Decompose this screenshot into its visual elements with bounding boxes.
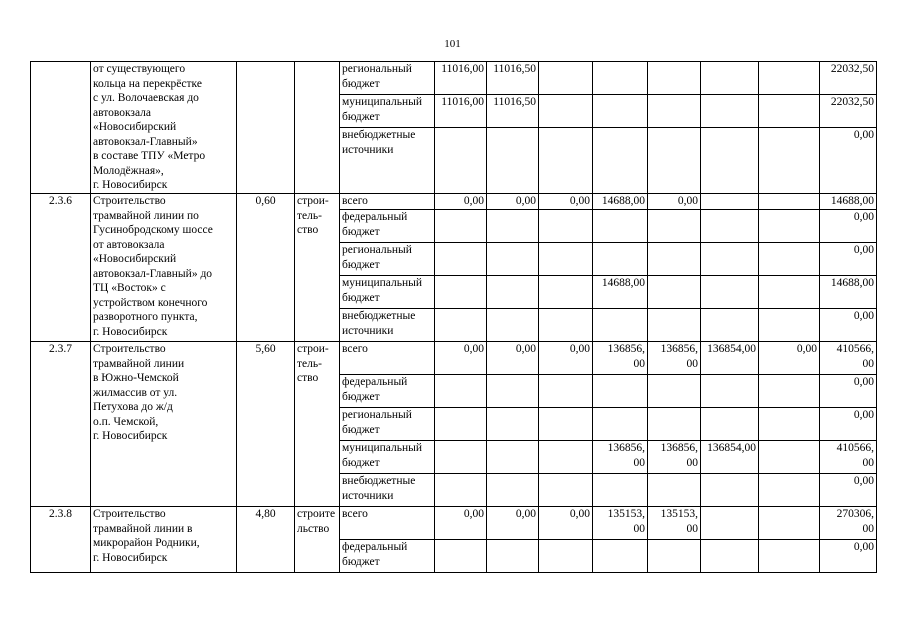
funding-source: всего — [340, 507, 435, 540]
value-year-6 — [701, 95, 759, 128]
value-year-6 — [701, 62, 759, 95]
value-year-6 — [701, 128, 759, 194]
value-total: 22032,50 — [820, 95, 877, 128]
value-year-2 — [487, 309, 539, 342]
value-year-4: 136856, 00 — [593, 342, 648, 375]
item-length: 5,60 — [237, 342, 295, 507]
funding-source: внебюджетные источники — [340, 474, 435, 507]
funding-source: региональный бюджет — [340, 243, 435, 276]
value-total: 0,00 — [820, 408, 877, 441]
value-year-5 — [648, 408, 701, 441]
item-name: Строительство трамвайной линии в микрорайон Родники, г. Новосибирск — [91, 507, 237, 573]
value-year-3 — [539, 95, 593, 128]
value-year-3: 0,00 — [539, 342, 593, 375]
funding-source: региональный бюджет — [340, 408, 435, 441]
value-total: 0,00 — [820, 210, 877, 243]
value-year-7 — [759, 128, 820, 194]
value-year-6: 136854,00 — [701, 441, 759, 474]
value-year-7: 0,00 — [759, 342, 820, 375]
value-year-4: 14688,00 — [593, 276, 648, 309]
value-total: 0,00 — [820, 540, 877, 573]
value-year-4: 136856, 00 — [593, 441, 648, 474]
value-year-2 — [487, 474, 539, 507]
item-name: Строительство трамвайной линии по Гусинобродскому шоссе от автовокзала «Новосибирский автовокзал-Главный» до ТЦ «Восток» с устройством конечного разворотного пункта, г. Новосибирск — [91, 194, 237, 342]
item-type — [295, 62, 340, 194]
funding-source: муниципальный бюджет — [340, 441, 435, 474]
value-year-5 — [648, 210, 701, 243]
value-year-4: 135153, 00 — [593, 507, 648, 540]
item-code — [31, 62, 91, 194]
value-year-4 — [593, 408, 648, 441]
value-year-4 — [593, 95, 648, 128]
value-year-6 — [701, 540, 759, 573]
value-year-2 — [487, 128, 539, 194]
value-year-7 — [759, 95, 820, 128]
value-total: 410566, 00 — [820, 441, 877, 474]
value-total: 0,00 — [820, 128, 877, 194]
value-total: 270306, 00 — [820, 507, 877, 540]
value-year-3 — [539, 243, 593, 276]
value-year-2: 11016,50 — [487, 62, 539, 95]
value-year-1 — [435, 540, 487, 573]
value-year-7 — [759, 474, 820, 507]
item-name: от существующего кольца на перекрёстке с ул. Волочаевская до автовокзала «Новосибирский автовокзал-Главный» в составе ТПУ «Метро Молодёжная», г. Новосибирск — [91, 62, 237, 194]
value-year-5: 0,00 — [648, 194, 701, 210]
funding-source: внебюджетные источники — [340, 128, 435, 194]
value-total: 0,00 — [820, 375, 877, 408]
value-year-2 — [487, 243, 539, 276]
value-year-1 — [435, 128, 487, 194]
value-year-4 — [593, 62, 648, 95]
value-year-3 — [539, 408, 593, 441]
value-year-3 — [539, 375, 593, 408]
value-year-4 — [593, 375, 648, 408]
value-year-7 — [759, 441, 820, 474]
value-year-7 — [759, 309, 820, 342]
item-length: 0,60 — [237, 194, 295, 342]
page-number: 101 — [444, 38, 461, 50]
value-year-4 — [593, 243, 648, 276]
value-year-5: 136856, 00 — [648, 342, 701, 375]
value-year-1: 0,00 — [435, 194, 487, 210]
value-year-2 — [487, 408, 539, 441]
value-year-3 — [539, 540, 593, 573]
value-year-4 — [593, 128, 648, 194]
value-year-3 — [539, 210, 593, 243]
financing-table — [30, 61, 877, 573]
item-type: строите льство — [295, 507, 340, 573]
value-year-4 — [593, 474, 648, 507]
value-year-2: 0,00 — [487, 507, 539, 540]
value-year-5 — [648, 276, 701, 309]
value-year-1: 0,00 — [435, 342, 487, 375]
value-year-3 — [539, 309, 593, 342]
value-year-1: 0,00 — [435, 507, 487, 540]
value-year-3 — [539, 441, 593, 474]
item-length — [237, 62, 295, 194]
item-code: 2.3.8 — [31, 507, 91, 573]
value-year-6 — [701, 474, 759, 507]
value-year-3: 0,00 — [539, 194, 593, 210]
table-row — [31, 507, 877, 540]
value-year-7 — [759, 507, 820, 540]
value-year-3 — [539, 128, 593, 194]
value-year-3 — [539, 276, 593, 309]
table-row — [31, 62, 877, 95]
value-total: 14688,00 — [820, 276, 877, 309]
value-year-3: 0,00 — [539, 507, 593, 540]
value-year-1 — [435, 474, 487, 507]
value-year-1: 11016,00 — [435, 62, 487, 95]
value-year-3 — [539, 474, 593, 507]
value-year-7 — [759, 408, 820, 441]
value-year-1 — [435, 441, 487, 474]
value-total: 0,00 — [820, 243, 877, 276]
item-code: 2.3.7 — [31, 342, 91, 507]
item-type: строи- тель- ство — [295, 342, 340, 507]
item-code: 2.3.6 — [31, 194, 91, 342]
value-year-2: 11016,50 — [487, 95, 539, 128]
value-total: 0,00 — [820, 309, 877, 342]
value-year-5: 136856, 00 — [648, 441, 701, 474]
value-year-5 — [648, 128, 701, 194]
table-row — [31, 194, 877, 210]
value-year-7 — [759, 540, 820, 573]
value-year-7 — [759, 276, 820, 309]
value-year-6 — [701, 210, 759, 243]
funding-source: федеральный бюджет — [340, 210, 435, 243]
value-year-7 — [759, 210, 820, 243]
value-year-2 — [487, 441, 539, 474]
value-year-5 — [648, 62, 701, 95]
value-year-7 — [759, 194, 820, 210]
value-year-1 — [435, 243, 487, 276]
table-row — [31, 342, 877, 375]
funding-source: федеральный бюджет — [340, 540, 435, 573]
value-year-5 — [648, 474, 701, 507]
value-year-6 — [701, 243, 759, 276]
item-length: 4,80 — [237, 507, 295, 573]
value-year-5 — [648, 375, 701, 408]
item-type: строи- тель- ство — [295, 194, 340, 342]
value-year-6 — [701, 375, 759, 408]
value-year-7 — [759, 243, 820, 276]
value-total: 22032,50 — [820, 62, 877, 95]
value-year-1 — [435, 375, 487, 408]
value-total: 0,00 — [820, 474, 877, 507]
value-year-4: 14688,00 — [593, 194, 648, 210]
funding-source: внебюджетные источники — [340, 309, 435, 342]
value-year-7 — [759, 375, 820, 408]
value-year-5 — [648, 540, 701, 573]
value-year-1 — [435, 210, 487, 243]
value-year-5 — [648, 309, 701, 342]
value-year-4 — [593, 540, 648, 573]
value-year-2: 0,00 — [487, 342, 539, 375]
value-year-2: 0,00 — [487, 194, 539, 210]
value-year-6 — [701, 194, 759, 210]
value-year-5: 135153, 00 — [648, 507, 701, 540]
value-year-2 — [487, 210, 539, 243]
value-year-7 — [759, 62, 820, 95]
value-year-6 — [701, 309, 759, 342]
funding-source: муниципальный бюджет — [340, 276, 435, 309]
value-year-6 — [701, 408, 759, 441]
value-year-2 — [487, 540, 539, 573]
value-year-3 — [539, 62, 593, 95]
value-year-1: 11016,00 — [435, 95, 487, 128]
value-year-4 — [593, 309, 648, 342]
value-year-6 — [701, 507, 759, 540]
value-year-2 — [487, 375, 539, 408]
funding-source: федеральный бюджет — [340, 375, 435, 408]
funding-source: региональный бюджет — [340, 62, 435, 95]
value-total: 14688,00 — [820, 194, 877, 210]
value-total: 410566, 00 — [820, 342, 877, 375]
value-year-1 — [435, 309, 487, 342]
value-year-5 — [648, 95, 701, 128]
funding-source: всего — [340, 342, 435, 375]
value-year-1 — [435, 276, 487, 309]
value-year-4 — [593, 210, 648, 243]
value-year-6: 136854,00 — [701, 342, 759, 375]
funding-source: муниципальный бюджет — [340, 95, 435, 128]
value-year-5 — [648, 243, 701, 276]
funding-source: всего — [340, 194, 435, 210]
item-name: Строительство трамвайной линии в Южно-Чемской жилмассив от ул. Петухова до ж/д о.п. Чемской, г. Новосибирск — [91, 342, 237, 507]
value-year-2 — [487, 276, 539, 309]
value-year-1 — [435, 408, 487, 441]
value-year-6 — [701, 276, 759, 309]
